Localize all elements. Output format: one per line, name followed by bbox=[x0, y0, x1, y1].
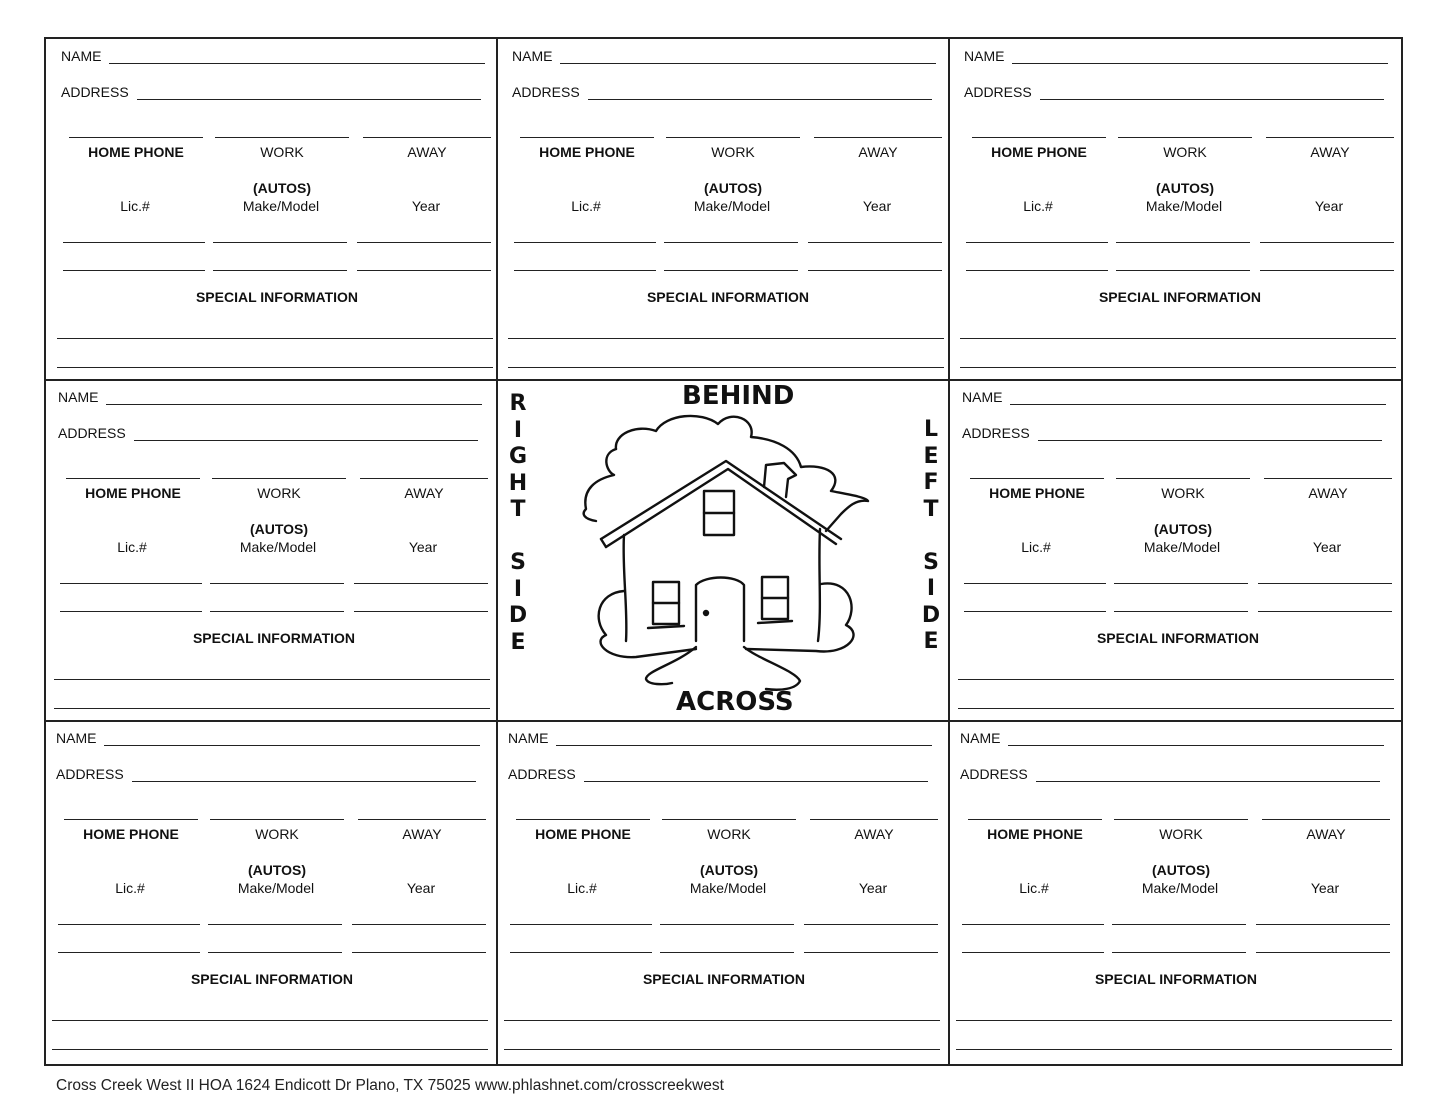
work-phone-line[interactable] bbox=[1116, 478, 1250, 479]
home-phone-line[interactable] bbox=[64, 819, 198, 820]
across-label: ACROSS bbox=[676, 687, 794, 717]
make-model-line-2[interactable] bbox=[1116, 270, 1250, 271]
neighbor-card-7 bbox=[496, 722, 944, 1060]
away-label: AWAY bbox=[1310, 144, 1350, 160]
make-model-label: Make/Model bbox=[237, 880, 315, 896]
year-label: Year bbox=[1314, 198, 1344, 214]
right-side-letter: S bbox=[510, 550, 526, 575]
make-model-line-2[interactable] bbox=[1114, 611, 1248, 612]
house-illustration bbox=[496, 379, 948, 719]
cloud-left bbox=[584, 449, 616, 521]
year-label: Year bbox=[408, 539, 438, 555]
away-label: AWAY bbox=[854, 826, 894, 842]
away-phone-line[interactable] bbox=[1262, 819, 1390, 820]
work-label: WORK bbox=[707, 826, 751, 842]
make-model-label: Make/Model bbox=[1145, 198, 1223, 214]
home-phone-label: HOME PHONE bbox=[989, 485, 1085, 501]
special-info-label: SPECIAL INFORMATION bbox=[1096, 630, 1260, 646]
lic-line-2[interactable] bbox=[966, 270, 1108, 271]
name-line[interactable] bbox=[106, 404, 482, 405]
left-side-letter: E bbox=[923, 629, 939, 654]
special-info-line-2[interactable] bbox=[57, 367, 493, 368]
special-info-line-1[interactable] bbox=[956, 1020, 1392, 1021]
make-model-label: Make/Model bbox=[693, 198, 771, 214]
away-label: AWAY bbox=[858, 144, 898, 160]
home-phone-line[interactable] bbox=[972, 137, 1106, 138]
away-phone-line[interactable] bbox=[360, 478, 488, 479]
lic-label: Lic.# bbox=[1019, 880, 1049, 896]
name-line[interactable] bbox=[1008, 745, 1384, 746]
name-label: NAME bbox=[512, 48, 553, 64]
lic-label: Lic.# bbox=[1023, 198, 1053, 214]
home-phone-line[interactable] bbox=[516, 819, 650, 820]
name-line[interactable] bbox=[1010, 404, 1386, 405]
lic-label: Lic.# bbox=[120, 198, 150, 214]
right-side-letter: E bbox=[510, 629, 526, 655]
year-line-2[interactable] bbox=[354, 611, 488, 612]
address-line[interactable] bbox=[137, 99, 481, 100]
address-line[interactable] bbox=[132, 781, 476, 782]
right-side-letter: R bbox=[509, 391, 527, 416]
make-model-label: Make/Model bbox=[689, 880, 767, 896]
home-phone-label: HOME PHONE bbox=[83, 826, 179, 842]
year-line-2[interactable] bbox=[1260, 270, 1394, 271]
name-label: NAME bbox=[56, 730, 97, 746]
lic-line-2[interactable] bbox=[63, 270, 205, 271]
away-phone-line[interactable] bbox=[814, 137, 942, 138]
make-model-line-1[interactable] bbox=[1114, 583, 1248, 584]
make-model-line-1[interactable] bbox=[1116, 242, 1250, 243]
year-line-1[interactable] bbox=[1260, 242, 1394, 243]
make-model-line-2[interactable] bbox=[208, 952, 342, 953]
home-phone-label: HOME PHONE bbox=[987, 826, 1083, 842]
year-label: Year bbox=[1310, 880, 1340, 896]
autos-label: (AUTOS) bbox=[703, 180, 763, 196]
special-info-label: SPECIAL INFORMATION bbox=[646, 289, 810, 305]
name-label: NAME bbox=[61, 48, 102, 64]
work-phone-line[interactable] bbox=[1118, 137, 1252, 138]
away-label: AWAY bbox=[1306, 826, 1346, 842]
address-label: ADDRESS bbox=[58, 425, 126, 441]
lic-line-1[interactable] bbox=[58, 924, 200, 925]
special-info-line-2[interactable] bbox=[52, 1049, 488, 1050]
year-line-2[interactable] bbox=[357, 270, 491, 271]
address-line[interactable] bbox=[584, 781, 928, 782]
wall-left bbox=[624, 535, 627, 641]
lic-line-2[interactable] bbox=[58, 952, 200, 953]
left-side-letter: S bbox=[923, 549, 939, 575]
neighbor-card-8 bbox=[948, 722, 1396, 1060]
address-line[interactable] bbox=[134, 440, 478, 441]
special-info-line-1[interactable] bbox=[504, 1020, 940, 1021]
make-model-line-1[interactable] bbox=[210, 583, 344, 584]
make-model-line-2[interactable] bbox=[213, 270, 347, 271]
year-line-2[interactable] bbox=[352, 952, 486, 953]
autos-label: (AUTOS) bbox=[252, 180, 312, 196]
name-label: NAME bbox=[962, 389, 1003, 405]
name-line[interactable] bbox=[556, 745, 932, 746]
neighbor-card-4 bbox=[46, 381, 494, 719]
make-model-label: Make/Model bbox=[242, 198, 320, 214]
autos-label: (AUTOS) bbox=[1153, 521, 1213, 537]
year-line-2[interactable] bbox=[1258, 611, 1392, 612]
work-label: WORK bbox=[1161, 485, 1205, 501]
home-phone-label: HOME PHONE bbox=[88, 144, 184, 160]
work-label: WORK bbox=[1163, 144, 1207, 160]
make-model-line-2[interactable] bbox=[664, 270, 798, 271]
special-info-line-1[interactable] bbox=[54, 679, 490, 680]
work-phone-line[interactable] bbox=[662, 819, 796, 820]
address-line[interactable] bbox=[1036, 781, 1380, 782]
year-line-2[interactable] bbox=[808, 270, 942, 271]
make-model-label: Make/Model bbox=[1141, 880, 1219, 896]
special-info-line-2[interactable] bbox=[958, 708, 1394, 709]
lic-label: Lic.# bbox=[115, 880, 145, 896]
year-label: Year bbox=[858, 880, 888, 896]
home-phone-line[interactable] bbox=[968, 819, 1102, 820]
home-phone-label: HOME PHONE bbox=[539, 144, 635, 160]
home-phone-label: HOME PHONE bbox=[991, 144, 1087, 160]
away-phone-line[interactable] bbox=[358, 819, 486, 820]
lic-line-1[interactable] bbox=[510, 924, 652, 925]
lic-line-2[interactable] bbox=[60, 611, 202, 612]
lic-line-1[interactable] bbox=[966, 242, 1108, 243]
address-label: ADDRESS bbox=[960, 766, 1028, 782]
lic-label: Lic.# bbox=[567, 880, 597, 896]
door bbox=[696, 578, 744, 642]
lic-line-1[interactable] bbox=[63, 242, 205, 243]
work-phone-line[interactable] bbox=[1114, 819, 1248, 820]
name-label: NAME bbox=[960, 730, 1001, 746]
right-side-letter: I bbox=[513, 417, 523, 443]
address-label: ADDRESS bbox=[508, 766, 576, 782]
name-line[interactable] bbox=[104, 745, 480, 746]
make-model-label: Make/Model bbox=[1143, 539, 1221, 555]
name-label: NAME bbox=[508, 730, 549, 746]
neighbor-card-1 bbox=[49, 40, 497, 378]
left-side-letter: E bbox=[923, 443, 939, 469]
autos-label: (AUTOS) bbox=[1151, 862, 1211, 878]
special-info-label: SPECIAL INFORMATION bbox=[1098, 289, 1262, 305]
address-label: ADDRESS bbox=[56, 766, 124, 782]
bush-left bbox=[599, 591, 696, 657]
work-phone-line[interactable] bbox=[215, 137, 349, 138]
right-side-letter: G bbox=[508, 444, 528, 469]
special-info-label: SPECIAL INFORMATION bbox=[1094, 971, 1258, 987]
neighbor-card-6 bbox=[44, 722, 492, 1060]
special-info-line-1[interactable] bbox=[57, 338, 493, 339]
right-side-letter: T bbox=[510, 497, 526, 522]
make-model-line-1[interactable] bbox=[213, 242, 347, 243]
work-label: WORK bbox=[1159, 826, 1203, 842]
lic-line-2[interactable] bbox=[510, 952, 652, 953]
home-phone-label: HOME PHONE bbox=[85, 485, 181, 501]
year-line-2[interactable] bbox=[804, 952, 938, 953]
away-label: AWAY bbox=[402, 826, 442, 842]
away-phone-line[interactable] bbox=[810, 819, 938, 820]
neighbor-card-5 bbox=[950, 381, 1398, 719]
make-model-line-2[interactable] bbox=[210, 611, 344, 612]
special-info-label: SPECIAL INFORMATION bbox=[642, 971, 806, 987]
special-info-line-2[interactable] bbox=[54, 708, 490, 709]
lic-label: Lic.# bbox=[1021, 539, 1051, 555]
lic-line-2[interactable] bbox=[962, 952, 1104, 953]
work-label: WORK bbox=[255, 826, 299, 842]
make-model-line-1[interactable] bbox=[1112, 924, 1246, 925]
away-label: AWAY bbox=[1308, 485, 1348, 501]
year-line-1[interactable] bbox=[1256, 924, 1390, 925]
name-line[interactable] bbox=[1012, 63, 1388, 64]
address-label: ADDRESS bbox=[61, 84, 129, 100]
special-info-line-2[interactable] bbox=[956, 1049, 1392, 1050]
year-line-1[interactable] bbox=[808, 242, 942, 243]
year-label: Year bbox=[406, 880, 436, 896]
work-label: WORK bbox=[711, 144, 755, 160]
autos-label: (AUTOS) bbox=[247, 862, 307, 878]
lic-line-1[interactable] bbox=[964, 583, 1106, 584]
special-info-line-1[interactable] bbox=[960, 338, 1396, 339]
special-info-line-2[interactable] bbox=[504, 1049, 940, 1050]
special-info-label: SPECIAL INFORMATION bbox=[195, 289, 359, 305]
make-model-line-2[interactable] bbox=[660, 952, 794, 953]
left-side-letter: D bbox=[921, 602, 941, 628]
lic-line-2[interactable] bbox=[964, 611, 1106, 612]
away-label: AWAY bbox=[407, 144, 447, 160]
address-line[interactable] bbox=[588, 99, 932, 100]
autos-label: (AUTOS) bbox=[1155, 180, 1215, 196]
autos-label: (AUTOS) bbox=[249, 521, 309, 537]
footer-text: Cross Creek West II HOA 1624 Endicott Dr Plano, TX 75025 www.phlashnet.com/crosscreekwest bbox=[56, 1077, 724, 1094]
left-side-letter: L bbox=[923, 417, 939, 442]
right-side-letter: D bbox=[508, 603, 528, 628]
name-label: NAME bbox=[58, 389, 99, 405]
address-label: ADDRESS bbox=[962, 425, 1030, 441]
name-label: NAME bbox=[964, 48, 1005, 64]
work-phone-line[interactable] bbox=[666, 137, 800, 138]
away-phone-line[interactable] bbox=[363, 137, 491, 138]
special-info-line-1[interactable] bbox=[508, 338, 944, 339]
cloud-outline bbox=[616, 416, 868, 531]
year-line-1[interactable] bbox=[804, 924, 938, 925]
name-line[interactable] bbox=[109, 63, 485, 64]
work-phone-line[interactable] bbox=[212, 478, 346, 479]
right-side-letter: I bbox=[513, 576, 523, 602]
lic-line-2[interactable] bbox=[514, 270, 656, 271]
make-model-line-1[interactable] bbox=[208, 924, 342, 925]
right-side-letter: H bbox=[508, 470, 528, 496]
wall-right bbox=[818, 529, 820, 641]
left-side-letter: F bbox=[923, 470, 939, 495]
work-phone-line[interactable] bbox=[210, 819, 344, 820]
special-info-line-2[interactable] bbox=[960, 367, 1396, 368]
year-line-1[interactable] bbox=[352, 924, 486, 925]
lic-label: Lic.# bbox=[117, 539, 147, 555]
home-phone-line[interactable] bbox=[66, 478, 200, 479]
away-label: AWAY bbox=[404, 485, 444, 501]
home-phone-line[interactable] bbox=[970, 478, 1104, 479]
year-label: Year bbox=[1312, 539, 1342, 555]
neighbor-card-3 bbox=[952, 40, 1400, 378]
special-info-line-2[interactable] bbox=[508, 367, 944, 368]
address-line[interactable] bbox=[1038, 440, 1382, 441]
lic-line-1[interactable] bbox=[60, 583, 202, 584]
make-model-label: Make/Model bbox=[239, 539, 317, 555]
year-line-1[interactable] bbox=[354, 583, 488, 584]
center-house-panel bbox=[496, 379, 948, 719]
address-label: ADDRESS bbox=[964, 84, 1032, 100]
lic-line-1[interactable] bbox=[514, 242, 656, 243]
left-side-letter: T bbox=[923, 496, 939, 522]
neighbor-card-2 bbox=[500, 40, 948, 378]
make-model-line-1[interactable] bbox=[664, 242, 798, 243]
year-label: Year bbox=[862, 198, 892, 214]
special-info-line-1[interactable] bbox=[958, 679, 1394, 680]
year-line-1[interactable] bbox=[1258, 583, 1392, 584]
special-info-label: SPECIAL INFORMATION bbox=[192, 630, 356, 646]
home-phone-line[interactable] bbox=[520, 137, 654, 138]
work-label: WORK bbox=[257, 485, 301, 501]
home-phone-line[interactable] bbox=[69, 137, 203, 138]
autos-label: (AUTOS) bbox=[699, 862, 759, 878]
lic-label: Lic.# bbox=[571, 198, 601, 214]
away-phone-line[interactable] bbox=[1266, 137, 1394, 138]
year-line-2[interactable] bbox=[1256, 952, 1390, 953]
year-label: Year bbox=[411, 198, 441, 214]
away-phone-line[interactable] bbox=[1264, 478, 1392, 479]
work-label: WORK bbox=[260, 144, 304, 160]
year-line-1[interactable] bbox=[357, 242, 491, 243]
chimney bbox=[764, 463, 796, 497]
name-line[interactable] bbox=[560, 63, 936, 64]
home-phone-label: HOME PHONE bbox=[535, 826, 631, 842]
special-info-line-1[interactable] bbox=[52, 1020, 488, 1021]
make-model-line-2[interactable] bbox=[1112, 952, 1246, 953]
special-info-label: SPECIAL INFORMATION bbox=[190, 971, 354, 987]
lic-line-1[interactable] bbox=[962, 924, 1104, 925]
make-model-line-1[interactable] bbox=[660, 924, 794, 925]
left-side-letter: I bbox=[926, 576, 936, 601]
address-label: ADDRESS bbox=[512, 84, 580, 100]
address-line[interactable] bbox=[1040, 99, 1384, 100]
behind-label: BEHIND bbox=[682, 381, 795, 411]
